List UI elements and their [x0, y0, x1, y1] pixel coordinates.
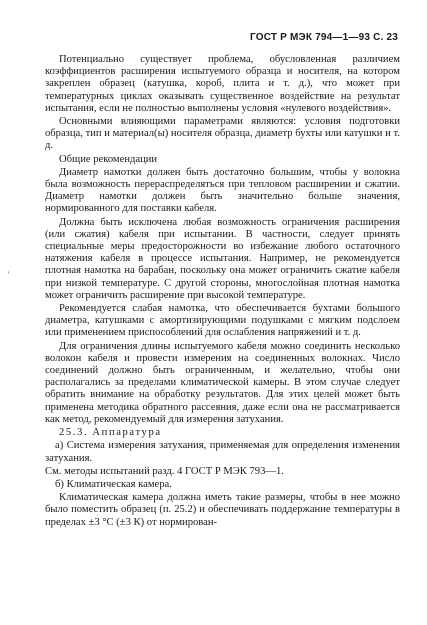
paragraph-expansion-restriction: Должна быть исключена любая возможность ограничения расширения (или сжатия) кабеля при испытании. В частности, следует принять специальные меры предосторожности во избежание любого остаточного натяжения кабеля в процессе испытания. Например, не рекомендуется плотная намотка на барабан, поскольку она может ограничить сжатие кабеля при низкой температуре. С другой стороны, многослойная плотная намотка может ограничить расширение при высокой температуре.: [45, 216, 400, 301]
list-item-b: б) Климатическая камера.: [55, 478, 172, 490]
paragraph-problem: Потенциально существует проблема, обусловленная различием коэффициентов расширения испытуемого образца и носителя, на котором закреплен образец (катушка, короб, плита и т. д.), что может при температурных циклах оказывать существенное воздействие на результат испытания, если не полностью выполнены условия «нулевого воздействия».: [45, 54, 400, 114]
subheading-general-recommendations: Общие рекомендации: [59, 153, 158, 165]
paragraph-cable-length: Для ограничения длины испытуемого кабеля можно соединить несколько волокон кабеля и провести измерения на соединенных волокнах. Число соединений должно быть ограниченным, и желательно, чтобы они располагались за пределами климатической камеры. В этом случае следует обратить внимание на обработку результатов. Для этих целей может быть применена методика обратного рассеяния, даже если она не рассматривается как метод, рекомендуемый для измерения затухания.: [45, 340, 400, 425]
paragraph-parameters: Основными влияющими параметрами являются: условия подготовки образца, тип и материал(ы) носителя образца, диаметр бухты или катушки и т. д.: [45, 116, 400, 152]
page-header: ГОСТ Р МЭК 794—1—93 С. 23: [250, 32, 398, 43]
list-item-a: а) Система измерения затухания, применяемая для определения изменения затухания.: [45, 440, 400, 464]
reference-test-methods: См. методы испытаний разд. 4 ГОСТ Р МЭК 793—1.: [45, 465, 284, 477]
document-body: [45, 54, 400, 529]
paragraph-loose-winding: Рекомендуется слабая намотка, что обеспечивается бухтами большого диаметра, катушками с амортизирующими подушками с мягким подслоем или применением приспособлений для ослабления напряжений и т. д.: [45, 303, 400, 339]
margin-mark: ': [8, 270, 10, 279]
paragraph-winding-diameter: Диаметр намотки должен быть достаточно большим, чтобы у волокна была возможность перераспределяться при тепловом расширении и сжатии. Диаметр намотки должен быть значительно больше значения, нормированного для поставки кабеля.: [45, 166, 400, 215]
section-heading-apparatus: 25.3. Аппаратура: [59, 427, 162, 439]
paragraph-climate-chamber: Климатическая камера должна иметь такие размеры, чтобы в нее можно было поместить образец (п. 25.2) и обеспечивать поддержание температуры в пределах ±3 °С (±3 К) от нормирован-: [45, 492, 400, 528]
